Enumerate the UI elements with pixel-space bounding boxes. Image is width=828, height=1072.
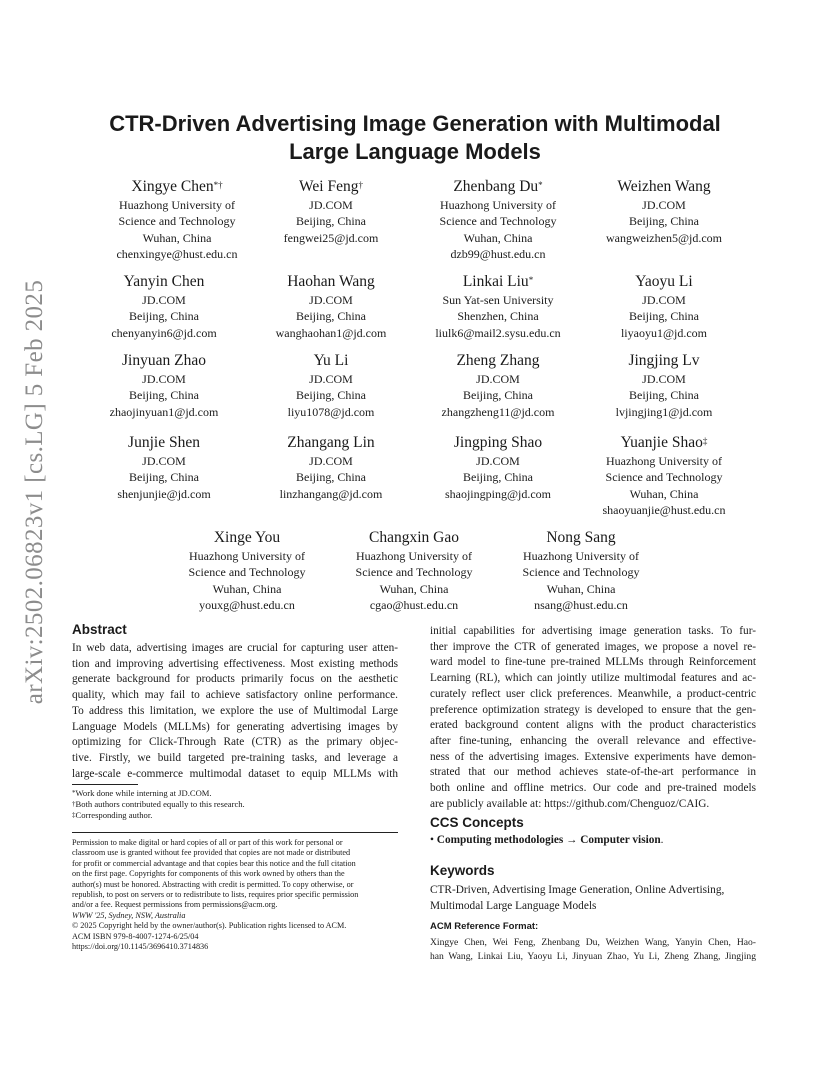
footnote-mark: ‡ <box>72 811 76 819</box>
abstract-line: are publicly available at: https://github.com/Chenguoz/CAIG. <box>430 797 710 810</box>
footnote-mark: † <box>72 800 76 808</box>
author-name: Changxin Gao <box>369 529 459 546</box>
footnote <box>72 799 245 811</box>
keywords-line: CTR-Driven, Advertising Image Generation, Online Advertising, <box>430 884 725 896</box>
author-name: Wei Feng <box>299 178 359 195</box>
author-affiliation: JD.COM <box>476 371 520 386</box>
author-location: Beijing, China <box>463 388 533 402</box>
author-email: nsang@hust.edu.cn <box>534 598 628 612</box>
author-affiliation: Science and Technology <box>605 470 723 484</box>
author-email: cgao@hust.edu.cn <box>369 598 459 612</box>
author-block <box>79 434 249 502</box>
author-name: Yanyin Chen <box>123 273 205 290</box>
author-block <box>413 352 583 420</box>
author-affiliation: JD.COM <box>142 292 186 307</box>
author-email: liyu1078@jd.com <box>287 404 375 419</box>
author-name: Xingye Chen <box>131 178 214 195</box>
footnote-text: Work done while interning at JD.COM. <box>75 788 212 798</box>
author-block <box>246 434 416 502</box>
author-affiliation: Science and Technology <box>355 565 473 579</box>
author-name: Zhenbang Du <box>453 178 539 195</box>
author-affiliation: Sun Yat-sen University <box>442 292 554 307</box>
keywords-heading: Keywords <box>430 863 495 878</box>
permission-notice <box>72 838 398 952</box>
abstract-line: To address this limitation, we explore the use of Multimodal Large <box>72 704 398 717</box>
abstract-line: after fine-tuning, enhancing the overall relevance and effective- <box>430 734 756 747</box>
title-line-2: Large Language Models <box>289 139 541 164</box>
author-affiliation: Huazhong University of <box>189 548 305 563</box>
author-location: Beijing, China <box>629 309 699 323</box>
abstract-line: quality, which may fail to achieve satisfactory online performance. <box>72 689 398 702</box>
acm-reference-line: han Wang, Linkai Liu, Yaoyu Li, Jinyuan Zhao, Yu Li, Zheng Zhang, Jingjing <box>430 950 756 962</box>
author-name: Jingping Shao <box>453 434 543 451</box>
author-email: chenyanyin6@jd.com <box>111 325 217 340</box>
permission-rule <box>72 832 398 833</box>
author-email: dzb99@hust.edu.cn <box>450 247 546 261</box>
author-name: Linkai Liu <box>462 273 529 290</box>
author-name: Zheng Zhang <box>456 352 540 369</box>
author-block <box>579 352 749 420</box>
abstract-line: erated background content aligns with the product characteristics <box>430 719 756 732</box>
author-location: Wuhan, China <box>212 581 282 596</box>
author-location: Beijing, China <box>296 309 366 323</box>
author-name: Jingjing Lv <box>628 352 700 369</box>
abstract-line: both online and offline metrics. Our code and pre-trained models <box>430 782 756 795</box>
abstract-line: Learning (RL), which can jointly utilize multimodal features and ac- <box>430 672 756 685</box>
author-location: Beijing, China <box>296 214 366 228</box>
abstract-line: ward model to fine-tune pre-trained MLLMs through Reinforcement <box>430 656 756 669</box>
abstract-line: large-scale e-commerce multimodal dataset to equip MLLMs with <box>72 767 398 780</box>
isbn-line: ACM ISBN 979-8-4007-1274-6/25/04 <box>72 931 199 941</box>
keywords-line: Multimodal Large Language Models <box>430 899 597 912</box>
author-affiliation: Huazhong University of <box>606 453 722 468</box>
abstract-line: Language Models (MLLMs) for generating advertising images by <box>72 720 398 733</box>
author-location: Wuhan, China <box>629 486 699 501</box>
author-name: Xinge You <box>213 529 281 546</box>
author-affiliation: JD.COM <box>142 371 186 386</box>
author-block <box>79 273 249 341</box>
author-location: Beijing, China <box>129 388 199 402</box>
author-location: Wuhan, China <box>379 581 449 596</box>
author-email: shaojingping@jd.com <box>444 486 552 501</box>
author-block <box>579 434 749 519</box>
author-name: Jinyuan Zhao <box>122 352 206 369</box>
author-location: Shenzhen, China <box>457 309 539 323</box>
abstract-line: preference optimization strategy is developed to ensure that the gen- <box>430 703 756 716</box>
acm-reference-heading: ACM Reference Format: <box>430 921 539 932</box>
author-mark: † <box>358 180 363 190</box>
author-name: Yaoyu Li <box>635 273 693 290</box>
author-affiliation: JD.COM <box>309 371 353 386</box>
author-affiliation: Huazhong University of <box>356 548 472 563</box>
abstract-line: tion and improving advertising effectiveness. Most existing methods <box>72 657 398 670</box>
author-name: Haohan Wang <box>287 273 375 290</box>
author-name: Yu Li <box>313 352 349 369</box>
author-block <box>92 178 262 263</box>
author-location: Beijing, China <box>296 388 366 402</box>
author-affiliation: Huazhong University of <box>440 197 556 212</box>
author-block <box>496 529 666 614</box>
footnote-text: Both authors contributed equally to this research. <box>75 799 245 809</box>
ccs-item <box>430 834 664 846</box>
ccs-concept: Computing methodologies → Computer vision <box>436 834 661 846</box>
author-name: Nong Sang <box>546 529 616 546</box>
permission-line: on the first page. Copyrights for components of this work owned by others than the <box>72 869 345 879</box>
abstract-line: curately reflect user click preferences. Meanwhile, a product-centric <box>430 687 756 700</box>
abstract-line: strated that our method achieves state-of-the-art performance in <box>430 766 756 779</box>
author-affiliation: JD.COM <box>642 197 686 212</box>
author-email: shenjunjie@jd.com <box>117 486 211 501</box>
author-email: wangweizhen5@jd.com <box>605 230 722 245</box>
author-email: youxg@hust.edu.cn <box>199 598 295 612</box>
author-email: zhangzheng11@jd.com <box>441 404 555 419</box>
abstract-left-column <box>72 641 398 782</box>
author-email: chenxingye@hust.edu.cn <box>116 247 238 261</box>
author-name: Yuanjie Shao <box>620 434 703 451</box>
author-email: linzhangang@jd.com <box>279 486 383 501</box>
author-location: Wuhan, China <box>142 230 212 245</box>
abstract-right-column <box>430 624 756 812</box>
abstract-line: In web data, advertising images are crucial for capturing user atten- <box>72 642 398 654</box>
ccs-heading: CCS Concepts <box>430 815 524 830</box>
abstract-line: optimizing for Click-Through Rate (CTR) as the primary objec- <box>72 736 398 749</box>
author-email: liulk6@mail2.sysu.edu.cn <box>435 325 561 340</box>
author-email: fengwei25@jd.com <box>283 230 379 245</box>
author-block <box>413 434 583 502</box>
permission-line: republish, to post on servers or to redistribute to lists, requires prior specific permission <box>72 890 359 900</box>
ccs-bullet: • <box>430 834 434 846</box>
author-block <box>246 273 416 341</box>
abstract-line: tive. Firstly, we build targeted pre-training tasks, and leverage a <box>72 751 398 764</box>
abstract-line: initial capabilities for advertising image generation tasks. To fur- <box>430 625 756 637</box>
keywords-list <box>430 883 770 914</box>
permission-line: and/or a fee. Request permissions from permissions@acm.org. <box>72 900 278 910</box>
abstract-line: generate background for products primarily focus on the aesthetic <box>72 673 398 686</box>
author-block <box>246 178 416 246</box>
footnote-rule <box>72 784 138 785</box>
acm-reference-line: Xingye Chen, Wei Feng, Zhenbang Du, Weizhen Wang, Yanyin Chen, Hao- <box>430 937 756 948</box>
copyright-line: © 2025 Copyright held by the owner/author(s). Publication rights licensed to ACM. <box>72 921 347 931</box>
author-name: Junjie Shen <box>128 434 200 451</box>
author-email: shaoyuanjie@hust.edu.cn <box>602 503 726 517</box>
conference-line: WWW '25, Sydney, NSW, Australia <box>72 910 186 920</box>
author-block <box>329 529 499 614</box>
footnote-mark: * <box>72 789 76 797</box>
author-name: Zhangang Lin <box>287 434 375 451</box>
author-affiliation: JD.COM <box>476 453 520 468</box>
author-location: Beijing, China <box>629 214 699 228</box>
author-affiliation: Science and Technology <box>188 565 306 579</box>
author-name: Weizhen Wang <box>617 178 711 195</box>
author-location: Beijing, China <box>629 388 699 402</box>
footnote-text: Corresponding author. <box>75 810 153 820</box>
author-block <box>246 352 416 420</box>
ccs-period: . <box>660 834 664 846</box>
author-block <box>79 352 249 420</box>
author-block <box>413 273 583 341</box>
author-email: liyaoyu1@jd.com <box>620 325 708 340</box>
abstract-line: ness of the advertising images. Extensive experiments have demon- <box>430 750 756 763</box>
author-affiliation: Science and Technology <box>118 214 236 228</box>
author-affiliation: Huazhong University of <box>523 548 639 563</box>
author-affiliation: JD.COM <box>309 453 353 468</box>
permission-line: Permission to make digital or hard copies of all or part of this work for personal or <box>72 838 343 847</box>
author-affiliation: JD.COM <box>642 292 686 307</box>
author-location: Beijing, China <box>296 470 366 484</box>
author-mark: *† <box>213 180 223 190</box>
arxiv-identifier: arXiv:2502.06823v1 [cs.LG] 5 Feb 2025 <box>21 279 48 705</box>
author-block <box>413 178 583 263</box>
permission-line: author(s) must be honored. Abstracting with credit is permitted. To copy otherwise, or <box>72 879 354 889</box>
doi-link[interactable]: https://doi.org/10.1145/3696410.3714836 <box>72 942 209 952</box>
author-block <box>579 273 749 341</box>
author-email: zhaojinyuan1@jd.com <box>109 404 219 419</box>
author-mark: * <box>538 180 543 190</box>
author-location: Beijing, China <box>129 309 199 323</box>
title-line-1: CTR-Driven Advertising Image Generation with Multimodal <box>109 111 721 136</box>
author-affiliation: Science and Technology <box>522 565 640 579</box>
author-affiliation: JD.COM <box>309 292 353 307</box>
abstract-heading: Abstract <box>72 622 127 637</box>
permission-line: classroom use is granted without fee provided that copies are not made or distributed <box>72 848 351 858</box>
footnote <box>72 788 212 800</box>
author-affiliation: JD.COM <box>309 197 353 212</box>
author-affiliation: JD.COM <box>142 453 186 468</box>
acm-reference-text <box>430 936 756 963</box>
author-mark: ‡ <box>702 436 708 446</box>
author-affiliation: Huazhong University of <box>119 197 235 212</box>
author-email: wanghaohan1@jd.com <box>275 325 387 340</box>
author-mark: * <box>528 275 534 285</box>
author-affiliation: JD.COM <box>642 371 686 386</box>
author-block <box>162 529 332 614</box>
paper-title <box>70 110 760 166</box>
abstract-line: ther improve the CTR of generated images, we propose a novel re- <box>430 640 756 653</box>
footnote <box>72 810 152 822</box>
author-location: Beijing, China <box>129 470 199 484</box>
author-location: Wuhan, China <box>546 581 616 596</box>
author-location: Wuhan, China <box>463 230 533 245</box>
author-email: lvjingjing1@jd.com <box>615 404 713 419</box>
author-affiliation: Science and Technology <box>439 214 557 228</box>
permission-line: for profit or commercial advantage and that copies bear this notice and the full citation <box>72 858 356 868</box>
author-location: Beijing, China <box>463 470 533 484</box>
author-block <box>579 178 749 246</box>
